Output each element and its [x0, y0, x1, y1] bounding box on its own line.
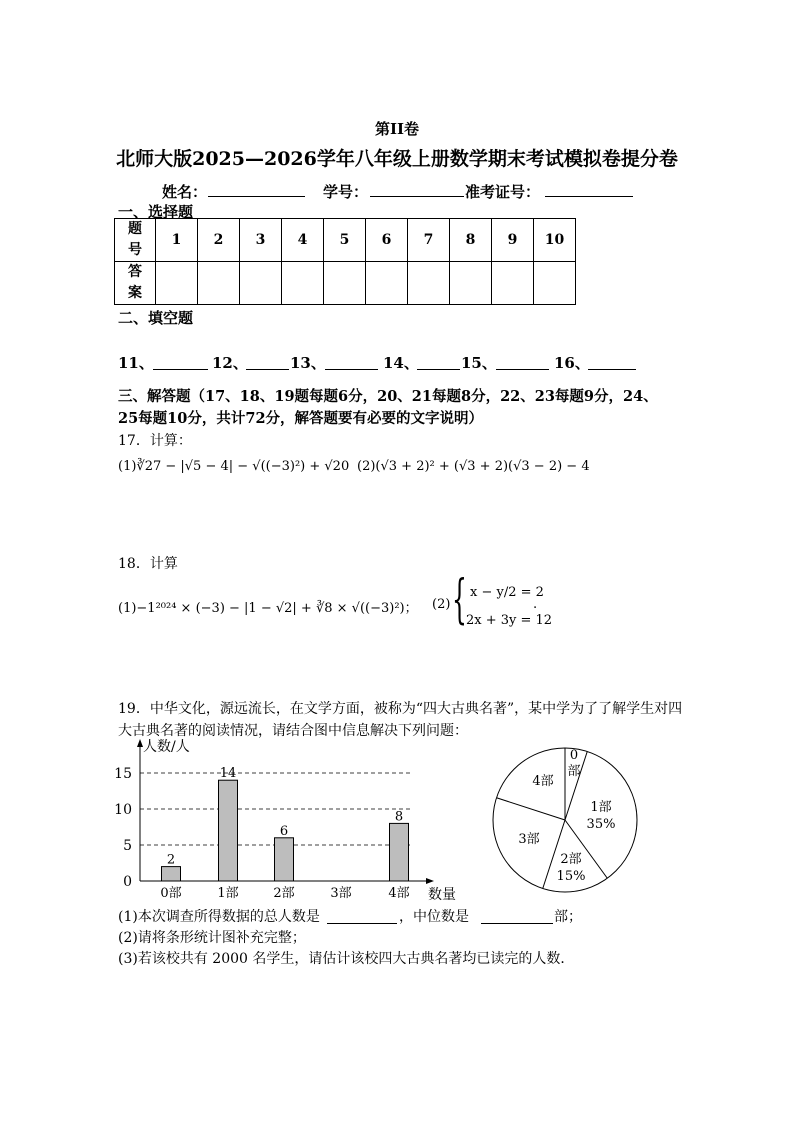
- y-tick-label: 0: [123, 874, 132, 890]
- y-tick-label: 5: [123, 838, 132, 854]
- q-number: 3: [240, 219, 282, 262]
- blank-label-12: 12、: [212, 354, 248, 372]
- y-axis-label: 人数/人: [143, 739, 190, 755]
- slice-label: 3部: [518, 832, 540, 847]
- pie-chart: [487, 745, 647, 895]
- answer-label: [115, 262, 156, 305]
- x-tick-label: 3部: [330, 886, 352, 901]
- q18-part2-prefix: (2): [432, 597, 451, 612]
- answer-cell[interactable]: [282, 262, 324, 305]
- bar-value-label: 8: [394, 809, 404, 825]
- slice-percent: 15%: [556, 869, 586, 884]
- student-id-label: 学号：: [323, 183, 369, 201]
- blank-12[interactable]: [246, 355, 289, 374]
- q19-total-blank[interactable]: [327, 909, 397, 928]
- q-number: 6: [366, 219, 408, 262]
- volume-label: 第II卷: [374, 120, 420, 138]
- q17-label: 17．计算：: [118, 433, 192, 449]
- q-number: 8: [450, 219, 492, 262]
- q-number: 5: [324, 219, 366, 262]
- section-solve-heading-line2: 25每题10分，共计72分，解答题要有必要的文字说明）: [118, 410, 484, 427]
- q19-sub1-c: 部；: [554, 909, 582, 925]
- blank-label-11: 11、: [118, 354, 154, 372]
- q-number: 2: [198, 219, 240, 262]
- blank-label-14: 14、: [383, 354, 419, 372]
- x-tick-label: 1部: [217, 886, 239, 901]
- q-number: 9: [492, 219, 534, 262]
- section-solve-heading-line1: 三、解答题（17、18、19题每题6分，20、21每题8分，22、23每题9分，24、: [118, 388, 658, 405]
- question-number-label: [115, 219, 156, 262]
- bar-chart: [110, 735, 470, 905]
- q19-sub2: (2)请将条形统计图补充完整；: [118, 930, 306, 946]
- blank-14[interactable]: [417, 355, 460, 374]
- bar-value-label: 6: [279, 823, 289, 839]
- q18-equation1: x − y/2 = 2: [470, 585, 544, 600]
- blank-15[interactable]: [496, 355, 549, 374]
- blank-label-16: 16、: [554, 354, 590, 372]
- x-axis-label: 数量: [428, 887, 456, 903]
- answer-table-answer-row: [115, 262, 576, 305]
- bar: [219, 780, 238, 881]
- y-tick-label: 15: [114, 766, 132, 782]
- q18-part1: (1)−1²⁰²⁴ × (−3) − |1 − √2| + ∛8 × √((−3)²)；: [118, 601, 418, 616]
- x-tick-label: 2部: [273, 886, 295, 901]
- slice-label: 4部: [532, 774, 554, 789]
- section-fill-heading: 二、填空题: [118, 309, 194, 327]
- q17-part2: (2)(√3 + 2)² + (√3 + 2)(√3 − 2) − 4: [357, 459, 590, 474]
- page-title: 北师大版2025—2026学年八年级上册数学期末考试模拟卷提分卷: [116, 148, 678, 170]
- q19-text-line1: 19．中华文化，源远流长，在文学方面，被称为“四大古典名著”，某中学为了了解学生对四: [118, 701, 683, 717]
- name-label: 姓名：: [162, 183, 208, 201]
- bar-value-label: 14: [219, 766, 237, 782]
- answer-cell[interactable]: [408, 262, 450, 305]
- q18-part2-suffix: .: [533, 597, 538, 612]
- answer-cell[interactable]: [240, 262, 282, 305]
- q-number: 7: [408, 219, 450, 262]
- slice-percent: 35%: [586, 817, 616, 832]
- answer-table: [114, 218, 576, 305]
- answer-cell[interactable]: [492, 262, 534, 305]
- x-tick-label: 0部: [160, 886, 182, 901]
- answer-cell[interactable]: [156, 262, 198, 305]
- q19-median-blank[interactable]: [481, 909, 553, 928]
- slice-label: 0: [569, 748, 579, 763]
- q-number: 10: [534, 219, 576, 262]
- q-number: 1: [156, 219, 198, 262]
- q17-part1: (1)∛27 − |√5 − 4| − √((−3)²) + √20: [118, 459, 350, 474]
- name-field[interactable]: [208, 182, 305, 201]
- answer-cell[interactable]: [366, 262, 408, 305]
- bar-value-label: 2: [166, 852, 176, 868]
- y-tick-label: 10: [114, 802, 132, 818]
- q19-sub1-b: ，中位数是: [399, 909, 469, 925]
- q19-text-line2: 大古典名著的阅读情况，请结合图中信息解决下列问题：: [118, 723, 468, 739]
- q19-sub1-a: (1)本次调查所得数据的总人数是: [118, 909, 320, 925]
- slice-label: 部: [567, 764, 581, 779]
- slice-label: 2部: [560, 852, 582, 867]
- answer-cell[interactable]: [198, 262, 240, 305]
- blank-13[interactable]: [325, 355, 378, 374]
- q18-equation2: 2x + 3y = 12: [466, 613, 553, 628]
- blank-label-15: 15、: [461, 354, 497, 372]
- student-id-field[interactable]: [370, 182, 464, 201]
- blank-11[interactable]: [153, 355, 208, 374]
- section-choice-heading: 一、选择题: [118, 203, 194, 221]
- bar: [390, 823, 409, 881]
- answer-cell[interactable]: [450, 262, 492, 305]
- q19-sub3: (3)若该校共有 2000 名学生，请估计该校四大古典名著均已读完的人数．: [118, 951, 575, 967]
- blank-16[interactable]: [588, 355, 636, 374]
- exam-id-label: 准考证号：: [465, 183, 541, 201]
- answer-cell[interactable]: [324, 262, 366, 305]
- slice-label: 1部: [590, 800, 612, 815]
- answer-table-header-row: [115, 219, 576, 262]
- x-axis-arrow: [426, 878, 434, 884]
- blank-label-13: 13、: [290, 354, 326, 372]
- bar: [275, 838, 294, 881]
- row2-label: 答案: [128, 264, 142, 301]
- q18-label: 18．计算: [118, 556, 178, 572]
- system-brace: {: [452, 570, 467, 630]
- q-number: 4: [282, 219, 324, 262]
- exam-id-field[interactable]: [545, 182, 633, 201]
- row1-label: 题号: [128, 221, 142, 258]
- answer-cell[interactable]: [534, 262, 576, 305]
- x-tick-label: 4部: [388, 886, 410, 901]
- bar: [162, 867, 181, 881]
